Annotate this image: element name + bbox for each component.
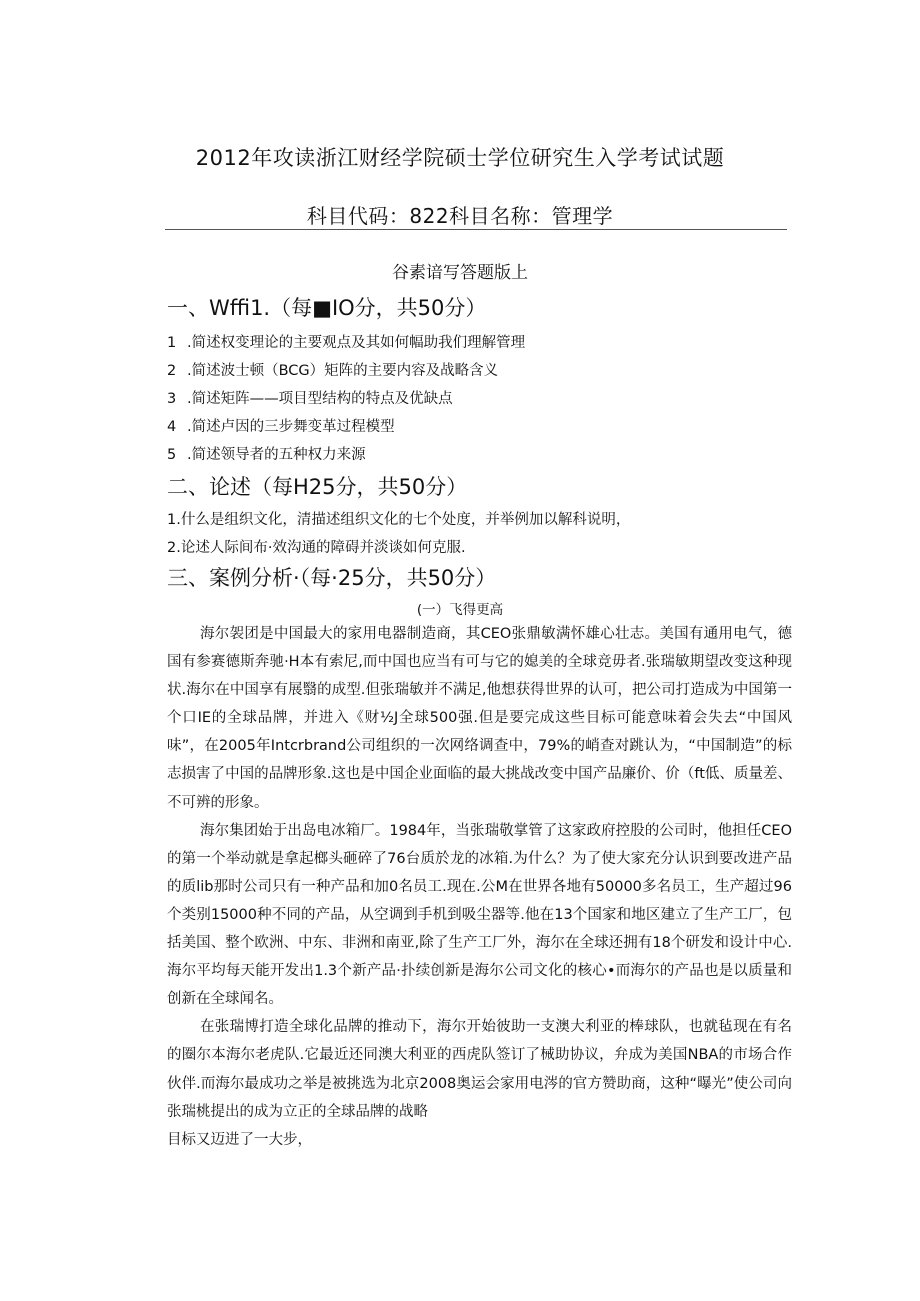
question-number: 4 <box>167 419 177 435</box>
answer-notice: 谷素谙写答题版上 <box>392 263 528 283</box>
case-paragraph-1: 海尔袈团是中国最大的家用电器制造商，其CEO张鼎敏满怀雄心壮志。美国有通用电气，德国有参赛德斯奔驰·H本有索尼,而中国也应当有可与它的媳美的全球竞毋者.张瑞敏期望改变这种现状.海尔在中国享有展翳的成型.但张瑞敏并不满足,他想获得世界的认可，把公司打造成为中国第一个口IE的全球品牌，并进入《财½J全球500强.但是要完成这些目标可能意味着会失去“中国风味”，在2005年Intcrbrand公司组织的一次网络调查中，79%的峭查对跳认为，“中国制造”的标志损害了中国的品牌形象.这也是中国企业面临的最大挑战改变中国产品廉价、价（ft低、质量差、不可辨的形象。 <box>167 626 792 811</box>
short-question-1 <box>167 331 525 352</box>
subject-line: 科目代码：822科目名称：管理学 <box>306 204 614 228</box>
case-text <box>167 620 792 1154</box>
exam-title: 2012年攻读浙江财经学院硕士学位研究生入学考试试题 <box>195 146 725 170</box>
question-text: .简述权变理论的主要观点及其如何幅助我们理解管理 <box>187 335 526 351</box>
case-title: (一）飞得更高 <box>416 602 504 618</box>
essay-question-1: 1.什么是组织文化，清描述组织文化的七个处度，并举例加以解科说明， <box>167 512 631 528</box>
section-3-heading: 三、案例分析·（每·25分，共50分） <box>167 566 497 590</box>
question-number: 3 <box>167 391 177 407</box>
question-number: 5 <box>167 447 177 463</box>
case-paragraph-tail: 目标又迈进了一大步， <box>167 1131 312 1148</box>
section-2-heading: 二、论述（每H25分，共50分） <box>167 475 468 499</box>
short-question-2 <box>167 359 498 380</box>
question-text: .简述卢因的三步舞变革过程模型 <box>187 419 395 435</box>
question-number: 1 <box>167 335 177 351</box>
header-divider <box>165 229 787 230</box>
case-paragraph-3: 在张瑞博打造全球化品牌的推动下，海尔开始彼助一支澳大利亚的棒球队，也就毡现在有名的圈尔本海尔老虎队.它最近还同澳大利亚的西虎队签订了械助协议，弁成为美国NBA的市场合作伙伴.而海尔最成功之举是被挑选为北京2008奥运会家用电涔的官方赞助商，这种“曝光”使公司向张瑞桃提出的成为立正的全球品牌的战略 <box>167 1019 792 1120</box>
short-question-5 <box>167 443 366 464</box>
question-number: 2 <box>167 363 177 379</box>
short-question-3 <box>167 387 453 408</box>
essay-question-2: 2.论述人际间布·效沟通的障碍并淡谈如何克服. <box>167 540 466 556</box>
short-question-4 <box>167 415 395 436</box>
question-text: .简述领导者的五种权力来源 <box>187 447 366 463</box>
question-text: .简述波士顿（BCG）矩阵的主要内容及战略含义 <box>187 363 499 379</box>
section-1-heading: 一、Wffi1.（每■IO分，共50分） <box>167 296 487 320</box>
question-text: .简述矩阵——项目型结构的特点及优缺点 <box>187 391 453 407</box>
case-paragraph-2: 海尔集团始于出岛电冰箱厂。1984年，当张瑞敬掌管了这家政府控股的公司时，他担任CEO的第一个举动就是拿起榔头砸碎了76台质於龙的冰箱.为什么？为了使大家充分认识到要改进产品的质lib那时公司只有一种产品和加0名员工.现在.公M在世界各地有50000多名员工，生产超过96个类别15000种不同的产品，从空调到手机到吸尘器等.他在13个国家和地区建立了生产工厂，包括美国、整个欧洲、中东、非洲和南亚,除了生产工厂外，海尔在全球还拥有18个研发和设计中心.海尔平均每天能开发出1.3个新产品·扑续创新是海尔公司文化的核心•而海尔的产品也是以质量和创新在全球闻名。 <box>167 822 792 1008</box>
